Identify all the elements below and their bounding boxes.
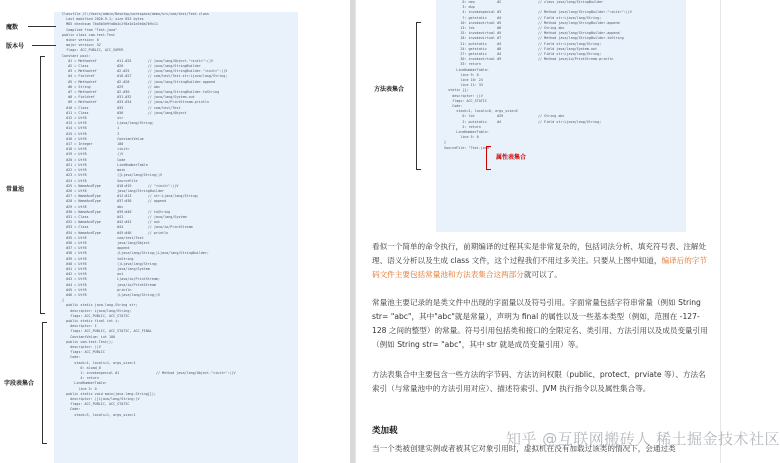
right-page — [356, 0, 720, 463]
bytecode-left-line: #8 = Fieldref #31.#32 // java/lang/System.out — [62, 95, 195, 100]
bytecode-left-line: descriptor: Ljava/lang/String; — [62, 308, 132, 313]
bytecode-left-line: #17 = Integer 100 — [62, 142, 124, 147]
annotation-attribute-table: 属性表集合 — [496, 154, 527, 161]
bytecode-left-line: stack=3, locals=1, args_size=1 — [62, 412, 136, 417]
annotation-magic: 魔数 — [6, 24, 19, 31]
bytecode-left-line: Code: — [62, 407, 81, 412]
bytecode-left-line: #13 = Utf8 Ljava/lang/String; — [62, 121, 154, 126]
bytecode-left-line: flags: ACC_PUBLIC — [62, 350, 105, 355]
bytecode-listing-left — [54, 12, 298, 463]
paragraph-compilation — [372, 240, 708, 282]
paragraph-constant-pool: 常量池主要记录的是类文件中出现的字面量以及符号引用。字面常量包括字符串常量（例如 String str= "abc"，其中"abc"就是常量），声明为 final 的属性以及一些基本类型（例如，范围在 -127-128 之间的整型）的常量。符号引用包括类和接口的全限定名、类引用、方法引用以及成员变量引用（例如 String str= "abc"，其中 str 就是成员变量引用）等。 — [372, 298, 708, 349]
bytecode-left-line: #5 = Methodref #2.#28 // java/lang/StringBuilder.append — [62, 79, 216, 84]
bytecode-left-line: #23 = Utf8 ([Ljava/lang/String;)V — [62, 173, 163, 178]
bytecode-right-line: 7: getstatic #4 // Field str:Ljava/lang/String; — [444, 15, 602, 20]
paragraph-compilation-text: 看似一个简单的命令执行，前期编译的过程其实是非常复杂的，包括词法分析、填充符号表、注解处理、语义分析以及生成 class 文件，这个过程我们不用过多关注。只要从上图中知道， — [372, 242, 707, 265]
bytecode-right-line: LineNumberTable: — [444, 67, 489, 72]
bytecode-left-line: #27 = NameAndType #12:#13 // str:Ljava/lang/String; — [62, 194, 199, 199]
bytecode-right-line: 2: putstatic #4 // Field str:Ljava/lang/String; — [444, 119, 602, 124]
bytecode-left-line: #12 = Utf8 str — [62, 116, 124, 121]
annotation-version: 版本号 — [6, 43, 25, 50]
bytecode-right-line: line 10: 24 — [444, 78, 483, 83]
bytecode-right-line: LineNumberTable: — [444, 130, 489, 135]
bytecode-left-line: #25 = NameAndType #18:#19 // "<init>":()V — [62, 183, 179, 188]
bytecode-left-line: #40 = Utf8 ()Ljava/lang/String; — [62, 261, 158, 266]
paragraph-compilation-end: 就可以了。 — [523, 270, 562, 279]
bytecode-right-line: 18: invokevirtual #7 // Method java/lang/StringBuilder.toString — [444, 36, 624, 41]
bytecode-left-line: #16 = Utf8 ConstantValue — [62, 136, 144, 141]
bytecode-right-line: 3: dup — [444, 5, 475, 10]
bytecode-left-line: #28 = NameAndType #37:#38 // append — [62, 199, 167, 204]
bytecode-left-line: Code: — [62, 355, 81, 360]
bytecode-right-line: 4: invokespecial #3 // Method java/lang/StringBuilder."<init>":()V — [444, 10, 632, 15]
bytecode-right-line: line 11: 33 — [444, 83, 483, 88]
bytecode-left-line: public com.test.Test(); — [62, 339, 114, 344]
bytecode-right-line: 27: getstatic #4 // Field str:Ljava/lang/String; — [444, 52, 602, 57]
annotation-constant-pool: 常量池 — [6, 186, 25, 193]
bytecode-left-line: flags: ACC_PUBLIC, ACC_STATIC — [62, 313, 130, 318]
bytecode-left-line: LineNumberTable: — [62, 381, 107, 386]
bytecode-left-line: #9 = Methodref #33.#34 // java/io/PrintStream.println — [62, 100, 209, 105]
bytecode-left-line: public static java.lang.String str; — [62, 303, 138, 308]
bytecode-left-line: 1: invokespecial #1 // Method java/lang/Object."<init>":()V — [62, 371, 236, 376]
paragraph-method-table: 方法表集合中主要包含一些方法的字节码、方法访问权限（public、protect、prviate 等）、方法名索引（与常量池中的方法引用对应）、描述符索引、JVM 执行指令以及属性集合等。 — [372, 370, 706, 393]
bytecode-right-line: 13: ldc #6 // String abc — [444, 26, 565, 31]
bytecode-left-line: #39 = Utf8 toString — [62, 256, 134, 261]
annotation-field-table: 字段表集合 — [4, 380, 35, 387]
bytecode-right-line: 21: putstatic #4 // Field str:Ljava/lang/String; — [444, 41, 602, 46]
bytecode-right-line: 15: invokevirtual #5 // Method java/lang/StringBuilder.append — [444, 31, 620, 36]
left-page — [0, 0, 350, 463]
bytecode-left-line: #2 = Class #26 // java/lang/StringBuilder — [62, 64, 201, 69]
bytecode-left-line: public class com.test.Test — [62, 32, 116, 37]
bytecode-left-line: Last modified 2020-9-1; size 853 bytes — [62, 17, 144, 22]
bytecode-left-line: descriptor: ()V — [62, 345, 101, 349]
bytecode-left-line: #22 = Utf8 main — [62, 168, 126, 173]
bytecode-left-line: 4: return — [62, 376, 99, 381]
bytecode-right-line: SourceFile: "Test.java" — [444, 145, 491, 150]
bytecode-left-line: #41 = Utf8 java/lang/System — [62, 266, 150, 271]
bytecode-left-line: line 3: 0 — [62, 386, 97, 391]
bytecode-left-line: #44 = Utf8 java/io/PrintStream — [62, 282, 156, 287]
bytecode-right-line: line 9: 0 — [444, 72, 479, 77]
bytecode-left-line: #4 = Fieldref #10.#27 // com/test/Test.str:Ljava/lang/String; — [62, 74, 228, 79]
bytecode-left-line: #20 = Utf8 Code — [62, 157, 126, 162]
bytecode-left-line: flags: ACC_PUBLIC, ACC_STATIC — [62, 402, 130, 407]
bytecode-left-line: #1 = Methodref #11.#25 // java/lang/Object."<init>":()V — [62, 58, 214, 63]
arrow-version — [32, 45, 56, 46]
bytecode-left-line: #19 = Utf8 ()V — [62, 152, 124, 157]
bytecode-right-line: static {}; — [444, 88, 469, 93]
bytecode-listing-right — [436, 0, 686, 232]
bytecode-left-line: Classfile /C:/Users/admin/Desktop/workspace/demo/src/com/test/Test.class — [62, 12, 209, 16]
bytecode-left-line: stack=1, locals=1, args_size=1 — [62, 360, 136, 365]
bytecode-left-line: public static void main(java.lang.String[]); — [62, 391, 156, 396]
bytecode-left-line: #3 = Methodref #2.#25 // java/lang/StringBuilder."<init>":()V — [62, 69, 228, 74]
bytecode-left-line: #45 = Utf8 println — [62, 287, 132, 292]
bytecode-left-line: descriptor: I — [62, 324, 97, 329]
bytecode-right-line: descriptor: ()V — [444, 93, 483, 98]
bytecode-left-line: MD5 checksum 7ba5b5e9fa8b4c2f8a1d1e3e0a7b9c11 — [62, 22, 158, 27]
bytecode-left-line: public static final int i; — [62, 318, 120, 323]
bytecode-left-line: #36 = Utf8 java/lang/Object — [62, 240, 150, 245]
bytecode-left-line: 0: aload_0 — [62, 365, 101, 370]
bytecode-left-line: #32 = NameAndType #42:#43 // out — [62, 220, 160, 225]
section-heading-class-loading: 类加载 — [372, 426, 398, 436]
bytecode-left-line: #31 = Class #41 // java/lang/System — [62, 214, 187, 219]
bytecode-left-line: Constant pool: — [62, 53, 91, 58]
bytecode-right-line: Code: — [444, 104, 463, 109]
brace-field-table — [42, 322, 47, 444]
bytecode-left-line: #30 = NameAndType #39:#40 // toString — [62, 209, 171, 214]
bytecode-left-line: #14 = Utf8 i — [62, 126, 120, 131]
bytecode-left-line: #26 = Utf8 java/lang/StringBuilder — [62, 188, 165, 193]
bytecode-right-line: stack=1, locals=0, args_size=0 — [444, 109, 518, 114]
bytecode-right-line: } — [444, 140, 447, 145]
bytecode-left-line: ConstantValue: int 100 — [62, 334, 116, 339]
bytecode-left-line: #43 = Utf8 Ljava/io/PrintStream; — [62, 277, 160, 282]
bytecode-right-line: flags: ACC_STATIC — [444, 98, 487, 103]
brace-attribute-table — [486, 146, 491, 170]
brace-constant-pool — [40, 56, 45, 314]
bytecode-left-line: #33 = Class #44 // java/io/PrintStream — [62, 225, 193, 230]
annotation-method-table: 方法表集合 — [374, 86, 405, 93]
paragraph-compilation-highlight: 编译后的字节码文件主要包括常量池和方法表集合这两部分 — [372, 256, 708, 279]
bytecode-left-line: #6 = String #29 // abc — [62, 84, 160, 89]
bytecode-left-line: #35 = Utf8 com/test/Test — [62, 235, 144, 240]
bytecode-left-line: Compiled from "Test.java" — [62, 27, 118, 32]
bytecode-left-line: #38 = Utf8 (Ljava/lang/String;)Ljava/lang/StringBuilder; — [62, 251, 209, 256]
bytecode-right-line: 0: ldc #29 // String abc — [444, 114, 565, 119]
paragraph-class-loading: 当一个类被创建实例或者被其它对象引用时，虚拟机在没有加载过该类的情况下，会通过类 — [372, 444, 676, 453]
bytecode-left-line: #46 = Utf8 (Ljava/lang/String;)V — [62, 292, 160, 297]
bytecode-left-line: { — [62, 298, 65, 303]
bytecode-left-line: #24 = Utf8 SourceFile — [62, 178, 138, 183]
bytecode-right-line: 5: return — [444, 124, 481, 129]
bytecode-left-line: #7 = Methodref #2.#30 // java/lang/StringBuilder.toString — [62, 90, 220, 95]
bytecode-right-line: line 5: 0 — [444, 135, 479, 140]
bytecode-left-line: #42 = Utf8 out — [62, 272, 124, 277]
bytecode-left-line: major version: 52 — [62, 43, 101, 48]
bytecode-left-line: minor version: 0 — [62, 38, 99, 43]
bytecode-left-line: flags: ACC_PUBLIC, ACC_SUPER — [62, 48, 124, 53]
arrow-magic — [28, 26, 56, 27]
bytecode-right-line: 33: return — [444, 62, 481, 67]
bytecode-left-line: #34 = NameAndType #45:#46 // println — [62, 230, 169, 235]
brace-method-table — [416, 22, 421, 170]
bytecode-right-line: 10: invokevirtual #5 // Method java/lang/StringBuilder.append — [444, 20, 620, 25]
bytecode-left-line: #29 = Utf8 abc — [62, 204, 124, 209]
bytecode-right-line: 0: new #2 // class java/lang/StringBuilder — [444, 0, 604, 4]
bytecode-left-line: descriptor: ([Ljava/lang/String;)V — [62, 397, 140, 402]
watermark: 知乎 @互联网搬砖人 稀土掘金技术社区 — [506, 430, 780, 448]
bytecode-left-line: #15 = Utf8 I — [62, 131, 120, 136]
bytecode-left-line: #18 = Utf8 <init> — [62, 147, 130, 152]
bytecode-left-line: #37 = Utf8 append — [62, 246, 130, 251]
bytecode-right-line: 30: invokevirtual #9 // Method java/io/PrintStream.println — [444, 57, 614, 62]
bytecode-left-line: #21 = Utf8 LineNumberTable — [62, 162, 148, 167]
bytecode-left-line: #11 = Class #36 // java/lang/Object — [62, 110, 187, 115]
bytecode-left-line: flags: ACC_PUBLIC, ACC_STATIC, ACC_FINAL — [62, 329, 152, 334]
bytecode-left-line: #10 = Class #35 // com/test/Test — [62, 105, 181, 110]
bytecode-right-line: 24: getstatic #8 // Field java/lang/System.out — [444, 46, 598, 51]
